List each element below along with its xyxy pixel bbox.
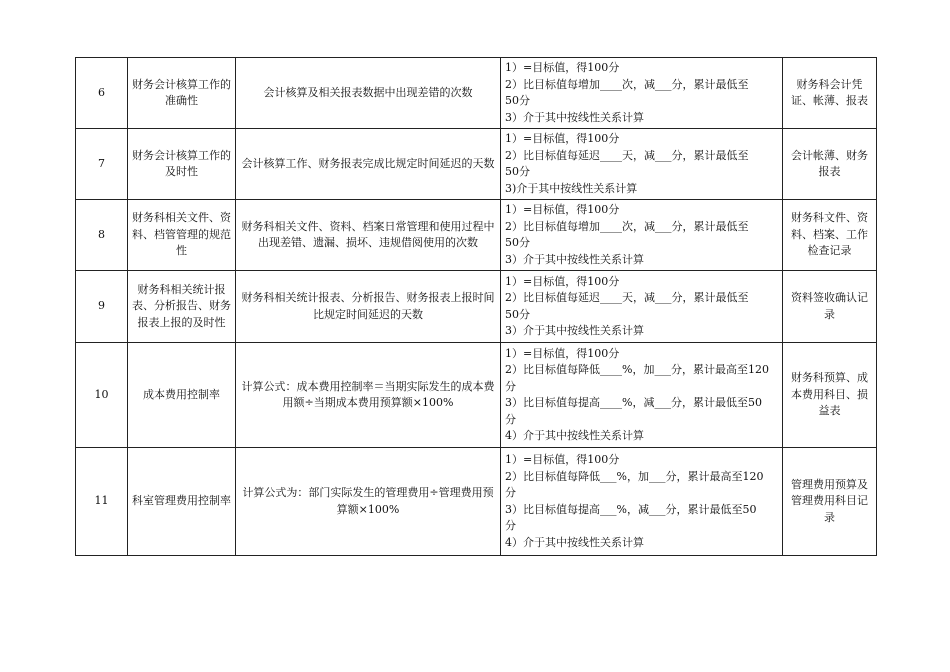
scoring-line: 分	[505, 412, 516, 426]
kpi-table	[75, 57, 877, 556]
data-source: 会计帐薄、财务报表	[783, 129, 877, 200]
scoring-line: 1）=目标值，得100分	[505, 203, 620, 216]
scoring-line: 4）介于其中按线性关系计算	[505, 429, 644, 442]
indicator-definition: 财务科相关文件、资料、档案日常管理和使用过程中出现差错、遗漏、损坏、违规借阅使用的次数	[236, 200, 501, 271]
table-row	[76, 448, 877, 556]
scoring-line: 50分	[505, 94, 530, 107]
indicator-name: 财务科相关文件、资料、档管管理的规范性	[128, 200, 236, 271]
scoring-line: 2）比目标值每降低____%，加___分，累计最高至120	[505, 363, 769, 376]
row-number: 7	[76, 129, 128, 200]
table-row	[76, 271, 877, 343]
scoring-rules	[501, 448, 783, 556]
indicator-name: 财务会计核算工作的准确性	[128, 58, 236, 129]
indicator-definition: 会计核算及相关报表数据中出现差错的次数	[236, 58, 501, 129]
indicator-definition: 会计核算工作、财务报表完成比规定时间延迟的天数	[236, 129, 501, 200]
scoring-rules	[501, 343, 783, 448]
scoring-line: 1）=目标值，得100分	[505, 274, 620, 288]
data-source: 财务科文件、资料、档案、工作检查记录	[783, 200, 877, 271]
indicator-name: 成本费用控制率	[128, 343, 236, 448]
scoring-line: 4）介于其中按线性关系计算	[505, 535, 644, 549]
row-number: 9	[76, 271, 128, 343]
data-source: 财务科预算、成本费用科目、损益表	[783, 343, 877, 448]
scoring-line: 50分	[505, 165, 530, 178]
scoring-line: 1）=目标值，得100分	[505, 132, 620, 145]
scoring-line: 3）比目标值每提高___%，减___分，累计最低至50	[505, 502, 757, 516]
scoring-rules	[501, 271, 783, 343]
scoring-line: 1）=目标值，得100分	[505, 61, 620, 74]
scoring-line: 分	[505, 519, 516, 532]
scoring-line: 2）比目标值每延迟____天，减___分，累计最低至	[505, 291, 749, 304]
table-row	[76, 200, 877, 271]
row-number: 10	[76, 343, 128, 448]
indicator-definition: 计算公式：成本费用控制率＝当期实际发生的成本费用额÷当期成本费用预算额×100%	[236, 343, 501, 448]
scoring-line: 1）=目标值，得100分	[505, 453, 620, 466]
indicator-name: 科室管理费用控制率	[128, 448, 236, 556]
row-number: 8	[76, 200, 128, 271]
scoring-line: 分	[505, 486, 516, 499]
table-row	[76, 129, 877, 200]
indicator-definition: 财务科相关统计报表、分析报告、财务报表上报时间比规定时间延迟的天数	[236, 271, 501, 343]
scoring-line: 2）比目标值每降低___%，加___分，累计最高至120	[505, 469, 764, 483]
table-row	[76, 58, 877, 129]
scoring-line: 2）比目标值每增加____次，减___分，累计最低至	[505, 77, 749, 91]
scoring-line: 1）=目标值，得100分	[505, 346, 620, 360]
row-number: 6	[76, 58, 128, 129]
scoring-line: 50分	[505, 236, 530, 249]
scoring-line: 3）介于其中按线性关系计算	[505, 324, 644, 337]
data-source: 资料签收确认记录	[783, 271, 877, 343]
scoring-line: 3)介于其中按线性关系计算	[505, 181, 638, 195]
scoring-line: 50分	[505, 307, 530, 321]
scoring-rules	[501, 58, 783, 129]
data-source: 管理费用预算及管理费用科目记录	[783, 448, 877, 556]
indicator-name: 财务科相关统计报表、分析报告、财务报表上报的及时性	[128, 271, 236, 343]
scoring-line: 分	[505, 379, 516, 393]
indicator-name: 财务会计核算工作的及时性	[128, 129, 236, 200]
scoring-line: 3）介于其中按线性关系计算	[505, 110, 644, 124]
indicator-definition: 计算公式为：部门实际发生的管理费用÷管理费用预算额×100%	[236, 448, 501, 556]
scoring-line: 2）比目标值每增加____次，减___分，累计最低至	[505, 219, 749, 233]
scoring-line: 3）介于其中按线性关系计算	[505, 252, 644, 266]
row-number: 11	[76, 448, 128, 556]
scoring-rules	[501, 129, 783, 200]
scoring-line: 2）比目标值每延迟____天，减___分，累计最低至	[505, 148, 749, 162]
table-row	[76, 343, 877, 448]
data-source: 财务科会计凭证、帐薄、报表	[783, 58, 877, 129]
scoring-line: 3）比目标值每提高____%，减___分，累计最低至50	[505, 396, 762, 409]
scoring-rules	[501, 200, 783, 271]
